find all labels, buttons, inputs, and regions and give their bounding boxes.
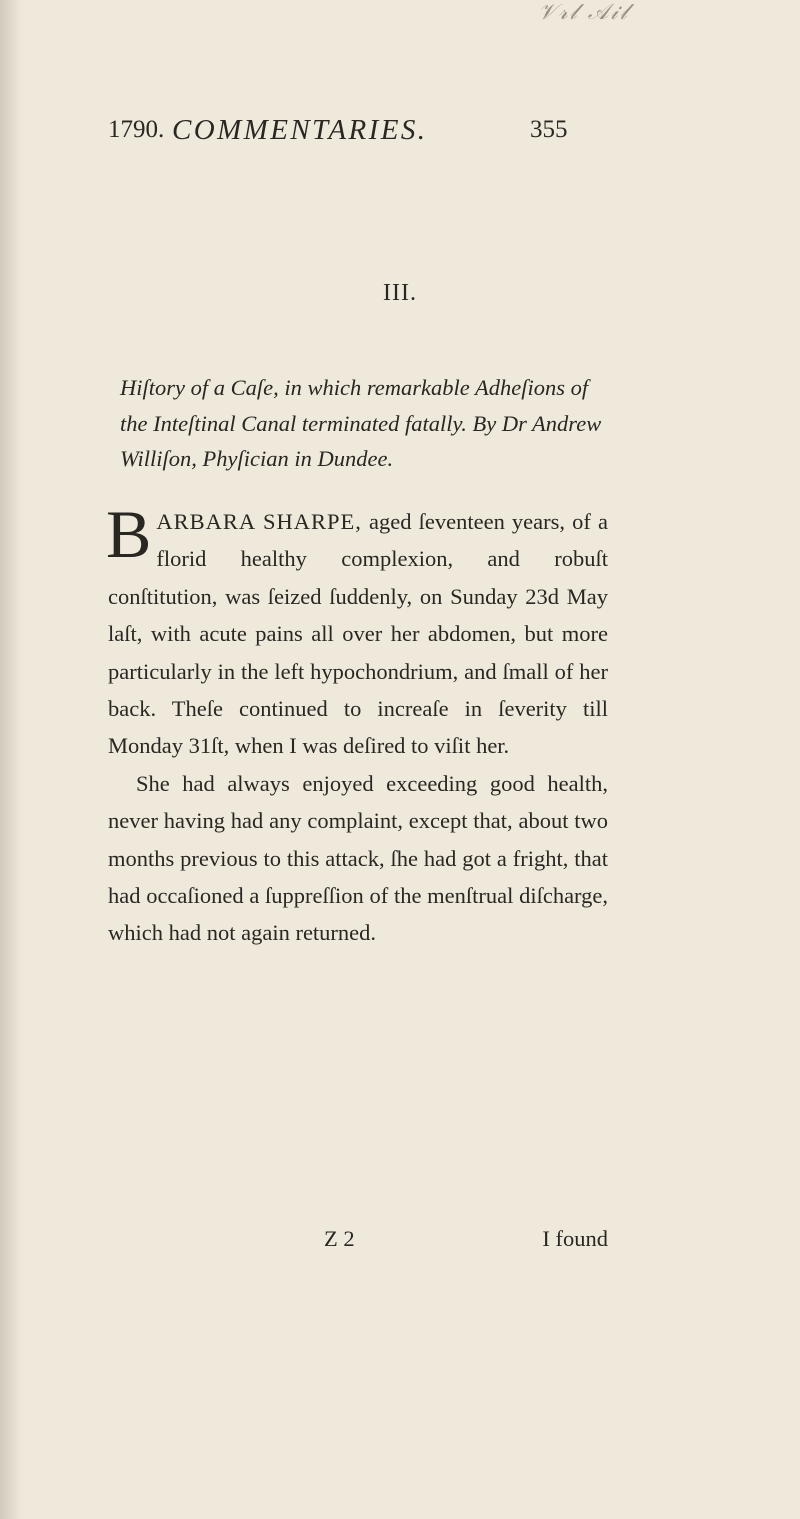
article-body (106, 496, 608, 952)
catchword: I found (542, 1226, 608, 1251)
running-title: COMMENTARIES. (172, 114, 428, 146)
paragraph-1 (106, 496, 608, 765)
paragraph-2: She had always enjoyed exceeding good health, never having had any complaint, except that, about two months previous to this attack, ſhe had got a fright, that had occaſioned a ſuppreſſion of the menſtrual diſcharge, which had not again returned. (108, 770, 608, 946)
header-year: 1790. (108, 116, 165, 143)
paragraph-1-text: aged ſeventeen years, of a florid healthy complexion, and robuſt conſtitution, was ſeized ſuddenly, on Sunday 23d May laſt, with acute pains all over her abdomen, but more particularly in the left hypochondrium, and ſmall of her back. Theſe continued to increaſe in ſeverity till Monday 31ſt, when I was deſired to viſit her. (108, 509, 608, 759)
running-header (108, 116, 578, 156)
section-number: III. (383, 280, 417, 306)
page-number: 355 (530, 116, 568, 143)
article-title: Hiſtory of a Caſe, in which remarkable Adheſions of the Inteſtinal Canal terminated fatally. By Dr Andrew Williſon, Phyſician in Dundee. (120, 375, 602, 471)
signature-mark: Z 2 (324, 1226, 355, 1251)
page-footer (108, 1226, 608, 1266)
drop-cap: B (106, 496, 152, 572)
page-edge-shadow (0, 0, 22, 1519)
handwritten-note: 𝒱𝓇𝓁 𝒜𝒾𝓁 (538, 0, 629, 25)
lead-caps: ARBARA SHARPE, (156, 509, 362, 534)
